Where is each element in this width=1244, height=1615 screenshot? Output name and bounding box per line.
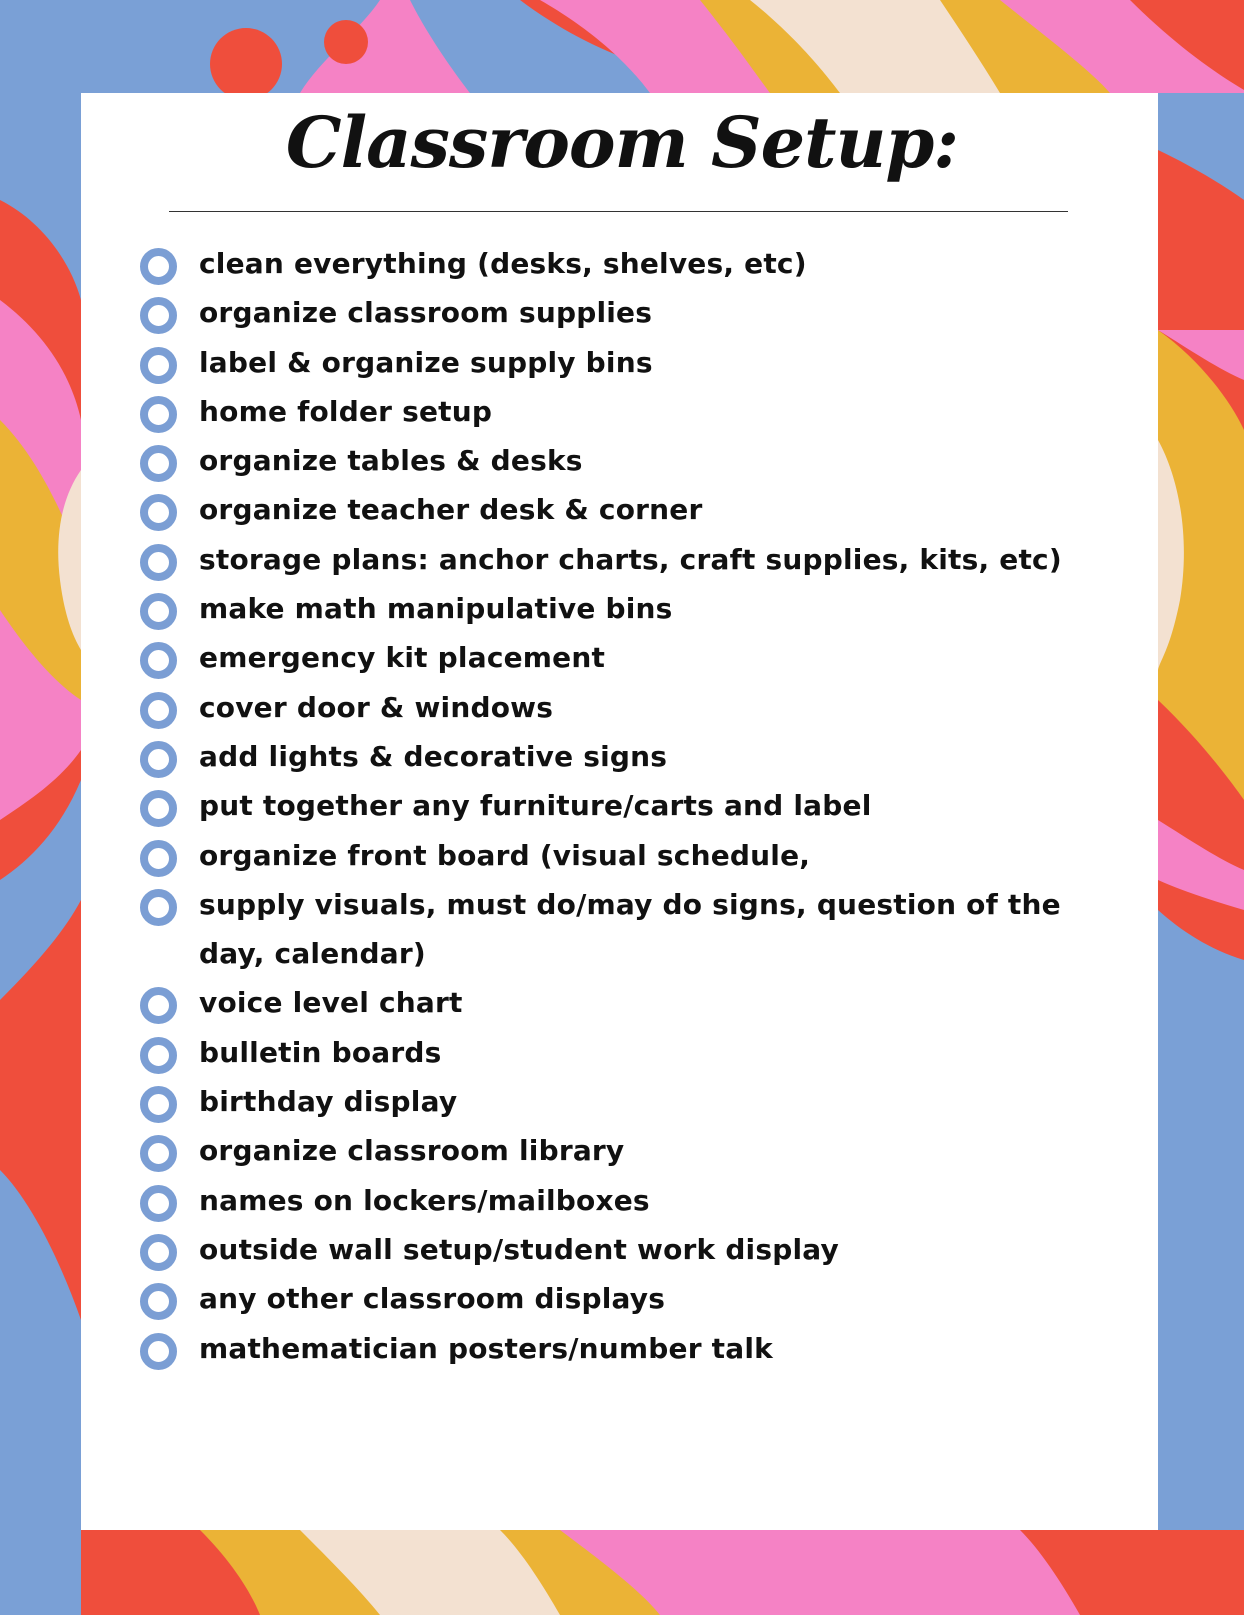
list-item bbox=[140, 1125, 1155, 1174]
list-item bbox=[140, 583, 1155, 632]
list-item bbox=[140, 534, 1155, 583]
checklist-item-label: put together any furniture/carts and label bbox=[199, 789, 872, 823]
checklist-item-label: storage plans: anchor charts, craft supplies, kits, etc) bbox=[199, 542, 1062, 576]
circle-checkbox-icon[interactable] bbox=[140, 692, 177, 729]
checklist-item-label: voice level chart bbox=[199, 986, 463, 1020]
checklist-item-label: home folder setup bbox=[199, 394, 493, 428]
circle-checkbox-icon[interactable] bbox=[140, 1283, 177, 1320]
checklist-item-label: organize classroom supplies bbox=[199, 296, 653, 330]
circle-checkbox-icon[interactable] bbox=[140, 790, 177, 827]
circle-checkbox-icon[interactable] bbox=[140, 248, 177, 285]
list-item bbox=[140, 238, 1155, 287]
list-item bbox=[140, 830, 1155, 879]
circle-checkbox-icon[interactable] bbox=[140, 1234, 177, 1271]
circle-checkbox-icon[interactable] bbox=[140, 1037, 177, 1074]
checklist-item-label: label & organize supply bins bbox=[199, 345, 653, 379]
checklist-item-label: add lights & decorative signs bbox=[199, 739, 668, 773]
checklist-item-label: emergency kit placement bbox=[199, 641, 606, 675]
list-item bbox=[140, 977, 1155, 1026]
list-item bbox=[140, 632, 1155, 681]
checklist-item-label: clean everything (desks, shelves, etc) bbox=[199, 247, 807, 280]
circle-checkbox-icon[interactable] bbox=[140, 1185, 177, 1222]
checklist-item-label: birthday display bbox=[199, 1085, 458, 1119]
circle-checkbox-icon[interactable] bbox=[140, 1333, 177, 1370]
checklist-item-label: cover door & windows bbox=[199, 690, 554, 724]
list-item bbox=[140, 1027, 1155, 1076]
checklist-item-label: organize tables & desks bbox=[199, 444, 583, 478]
circle-checkbox-icon[interactable] bbox=[140, 347, 177, 384]
circle-checkbox-icon[interactable] bbox=[140, 494, 177, 531]
circle-checkbox-icon[interactable] bbox=[140, 840, 177, 877]
checklist-item-label: any other classroom displays bbox=[199, 1282, 666, 1316]
checklist-item-label: make math manipulative bins bbox=[199, 592, 673, 626]
checklist-item-label: outside wall setup/student work display bbox=[199, 1232, 839, 1266]
list-item bbox=[140, 1224, 1155, 1273]
list-item bbox=[140, 386, 1155, 435]
circle-checkbox-icon[interactable] bbox=[140, 396, 177, 433]
checklist-item-label: day, calendar) bbox=[199, 937, 426, 971]
circle-checkbox-icon[interactable] bbox=[140, 544, 177, 581]
circle-checkbox-icon[interactable] bbox=[140, 1086, 177, 1123]
circle-checkbox-icon[interactable] bbox=[140, 445, 177, 482]
list-item bbox=[140, 484, 1155, 533]
list-item bbox=[140, 780, 1155, 829]
list-item bbox=[140, 337, 1155, 386]
list-item bbox=[140, 731, 1155, 780]
circle-checkbox-icon[interactable] bbox=[140, 889, 177, 926]
checklist-item-label: mathematician posters/number talk bbox=[199, 1331, 773, 1365]
page-title: Classroom Setup: bbox=[285, 101, 959, 184]
list-item bbox=[140, 1273, 1155, 1322]
circle-checkbox-icon[interactable] bbox=[140, 987, 177, 1024]
checklist-item-label: organize teacher desk & corner bbox=[199, 493, 703, 527]
circle-checkbox-icon[interactable] bbox=[140, 297, 177, 334]
list-item bbox=[140, 879, 1155, 928]
checklist-item-label: names on lockers/mailboxes bbox=[199, 1183, 650, 1217]
circle-checkbox-icon[interactable] bbox=[140, 642, 177, 679]
circle-checkbox-icon[interactable] bbox=[140, 1135, 177, 1172]
checklist-item-label: organize classroom library bbox=[199, 1134, 625, 1168]
list-item bbox=[140, 435, 1155, 484]
list-item bbox=[140, 682, 1155, 731]
list-item bbox=[140, 928, 1155, 977]
list-item bbox=[140, 1076, 1155, 1125]
list-item bbox=[140, 287, 1155, 336]
circle-checkbox-icon[interactable] bbox=[140, 741, 177, 778]
list-item bbox=[140, 1175, 1155, 1224]
checklist-item-label: organize front board (visual schedule, bbox=[199, 838, 811, 872]
circle-checkbox-icon[interactable] bbox=[140, 593, 177, 630]
list-item bbox=[140, 1323, 1155, 1372]
checklist-item-label: supply visuals, must do/may do signs, question of the bbox=[199, 887, 1061, 921]
title-divider bbox=[169, 211, 1068, 212]
checklist bbox=[140, 238, 1155, 1372]
checklist-item-label: bulletin boards bbox=[199, 1035, 442, 1069]
